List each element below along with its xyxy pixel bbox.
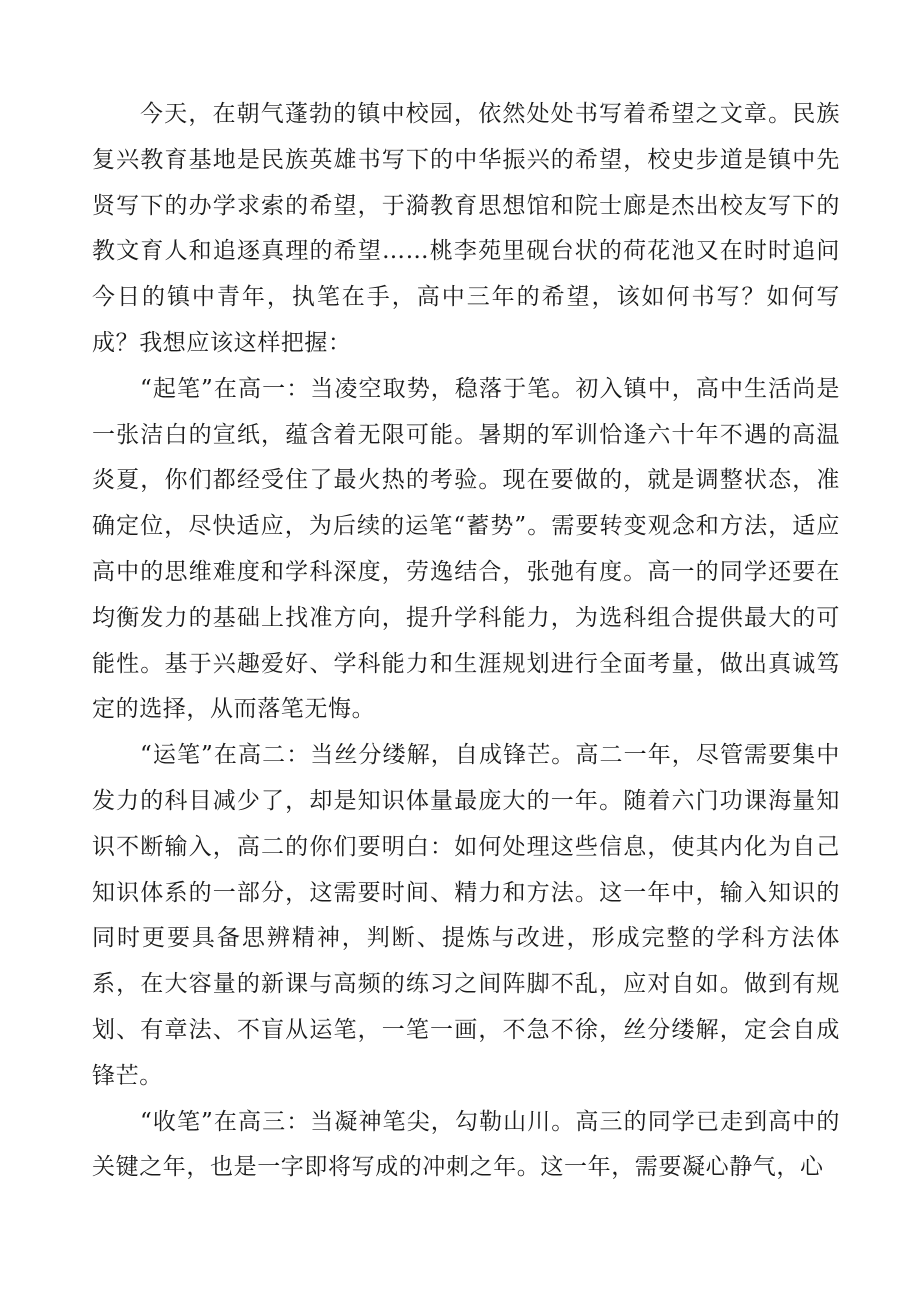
paragraph-intro: 今天，在朝气蓬勃的镇中校园，依然处处书写着希望之文章。民族复兴教育基地是民族英雄书写下的中华振兴的希望，校史步道是镇中先贤写下的办学求索的希望，于漪教育思想馆和院士廊是杰出校友写下的教文育人和追逐真理的希望……桃李苑里砚台状的荷花池又在时时追问今日的镇中青年，执笔在手，高中三年的希望，该如何书写？如何写成？我想应该这样把握： [92,101,840,356]
body-text [92,92,840,1191]
paragraph-grade-three: “收笔”在高三：当凝神笔尖，勾勒山川。高三的同学已走到高中的关键之年，也是一字即将写成的冲刺之年。这一年，需要凝心静气，心 [92,1108,840,1181]
paragraph-grade-one: “起笔”在高一：当凌空取势，稳落于笔。初入镇中，高中生活尚是一张洁白的宣纸，蕴含着无限可能。暑期的军训恰逢六十年不遇的高温炎夏，你们都经受住了最火热的考验。现在要做的，就是调整状态，准确定位，尽快适应，为后续的运笔“蓄势”。需要转变观念和方法，适应高中的思维难度和学科深度，劳逸结合，张弛有度。高一的同学还要在均衡发力的基础上找准方向，提升学科能力，为选科组合提供最大的可能性。基于兴趣爱好、学科能力和生涯规划进行全面考量，做出真诚笃定的选择，从而落笔无悔。 [92,375,840,723]
paragraph-grade-two: “运笔”在高二：当丝分缕解，自成锋芒。高二一年，尽管需要集中发力的科目减少了，却是知识体量最庞大的一年。随着六门功课海量知识不断输入，高二的你们要明白：如何处理这些信息，使其内化为自己知识体系的一部分，这需要时间、精力和方法。这一年中，输入知识的同时更要具备思辨精神，判断、提炼与改进，形成完整的学科方法体系，在大容量的新课与高频的练习之间阵脚不乱，应对自如。做到有规划、有章法、不盲从运笔，一笔一画，不急不徐，丝分缕解，定会自成锋芒。 [92,742,840,1089]
